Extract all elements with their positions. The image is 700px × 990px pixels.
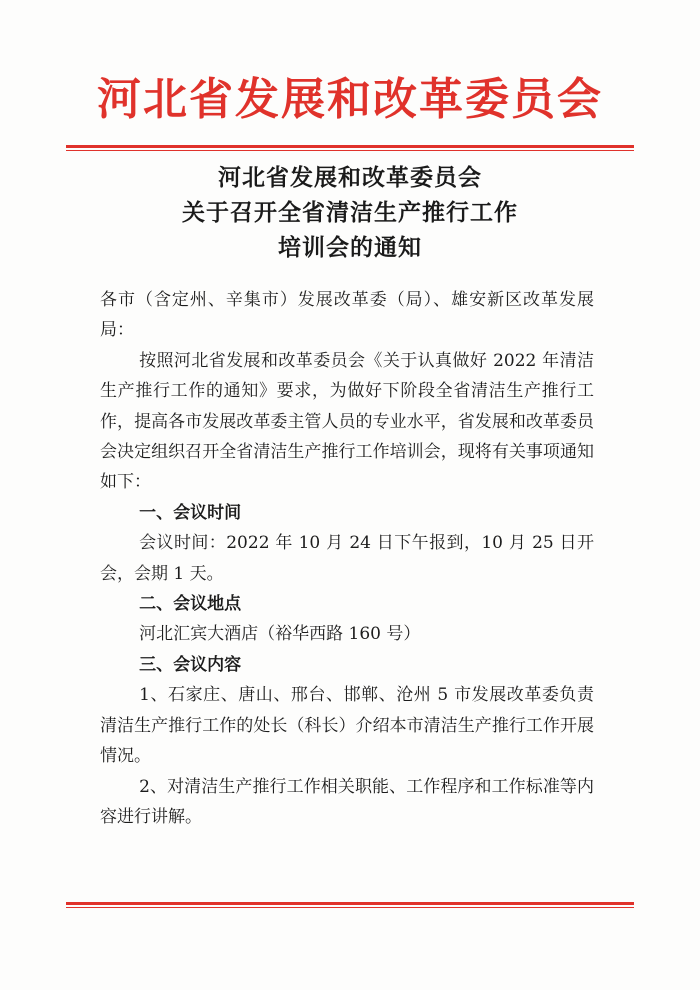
section-heading-location: 二、会议地点	[139, 594, 242, 615]
footer-red-rule	[66, 902, 634, 908]
masthead-org-name: 河北省发展和改革委员会	[97, 74, 603, 125]
addressee: 各市（含定州、辛集市）发展改革委（局）、雄安新区改革发展局：	[100, 290, 594, 341]
section-heading-time: 一、会议时间	[139, 502, 242, 523]
section-heading-content: 三、会议内容	[139, 654, 242, 675]
masthead-red-rule	[66, 145, 634, 151]
title-line-1: 河北省发展和改革委员会	[218, 164, 482, 191]
document-title	[0, 160, 700, 265]
section-paragraph-location: 河北汇宾大酒店（裕华西路 160 号）	[139, 624, 421, 645]
section-paragraph-content-1: 1、石家庄、唐山、邢台、邯郸、沧州 5 市发展改革委负责清洁生产推行工作的处长（科长）介绍本市清洁生产推行工作开展情况。	[100, 685, 594, 767]
title-line-3: 培训会的通知	[278, 234, 422, 261]
section-paragraph-content-2: 2、对清洁生产推行工作相关职能、工作程序和工作标准等内容进行讲解。	[100, 776, 594, 827]
title-line-2: 关于召开全省清洁生产推行工作	[182, 199, 518, 226]
intro-paragraph: 按照河北省发展和改革委员会《关于认真做好 2022 年清洁生产推行工作的通知》要求，为做好下阶段全省清洁生产推行工作，提高各市发展改革委主管人员的专业水平，省发展和改革委员会决定组织召开全省清洁生产推行工作培训会，现将有关事项通知如下：	[100, 350, 594, 493]
document-body	[100, 285, 594, 832]
section-paragraph-time: 会议时间：2022 年 10 月 24 日下午报到，10 月 25 日开会，会期 1 天。	[100, 533, 594, 584]
